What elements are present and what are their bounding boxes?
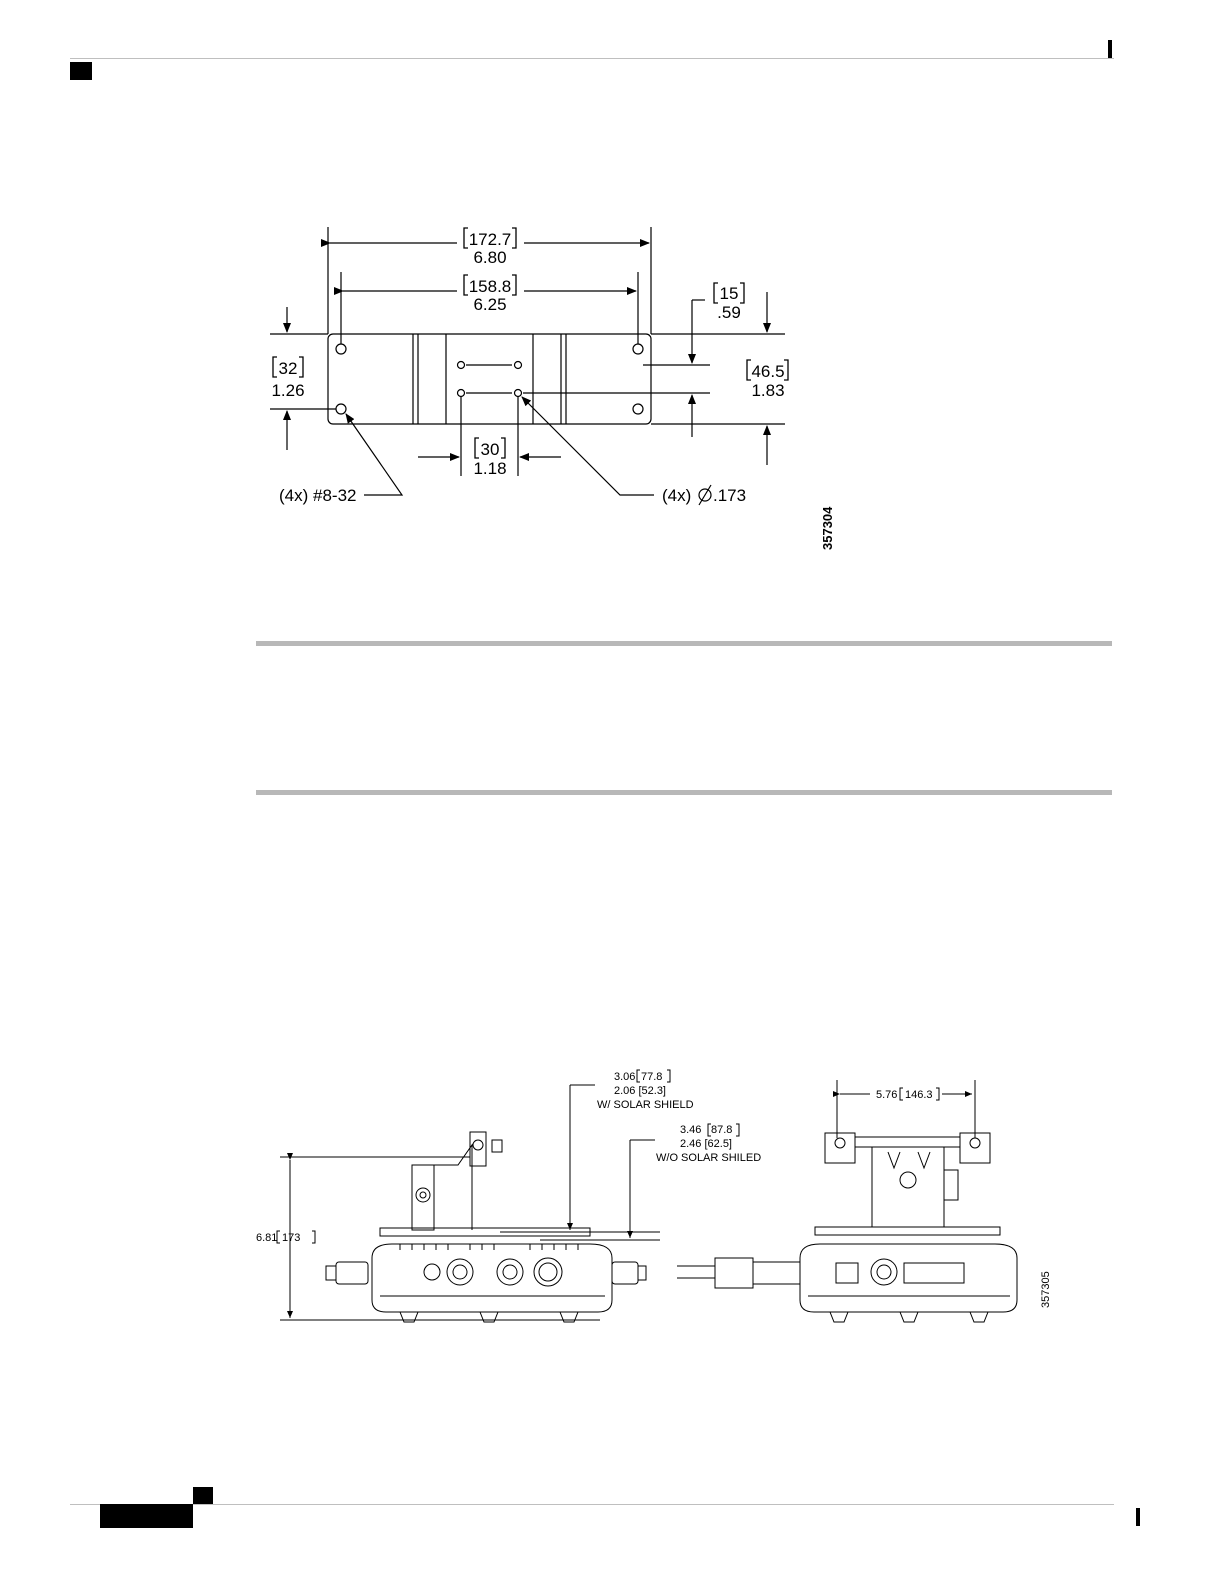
dim-hole-span-inch: 6.25 <box>473 295 507 314</box>
dim-overall-metric: 172.7 <box>468 230 512 249</box>
header-tick <box>1108 40 1112 58</box>
footer-rule <box>70 1504 1114 1505</box>
dim-top-offset-inch: .59 <box>717 303 741 322</box>
height-with-shield-line1-metric: 77.8 <box>641 1071 663 1083</box>
dim-overall-inch: 6.80 <box>473 248 507 267</box>
dim-center-spacing-inch: 1.18 <box>473 459 507 478</box>
callout-hole-value: .173 <box>713 486 747 505</box>
callout-threaded: (4x) #8-32 <box>279 486 357 505</box>
mounting-plate-drawing <box>250 215 850 560</box>
header-marker <box>70 62 92 80</box>
header-rule <box>70 58 1114 59</box>
section-separator-top <box>256 641 1112 646</box>
dim-right-height-metric: 46.5 <box>751 362 785 381</box>
height-without-shield-line2: 2.46 [62.5] <box>680 1138 732 1150</box>
dim-hole-span-metric: 158.8 <box>468 277 512 296</box>
access-point-dimension-drawing <box>255 1060 1065 1340</box>
dim-center-spacing-metric: 30 <box>480 440 500 459</box>
height-with-shield-label: W/ SOLAR SHIELD <box>597 1099 694 1111</box>
bracket-width: 5.76 <box>876 1089 898 1101</box>
height-without-shield-line1: 3.46 <box>680 1124 702 1136</box>
callout-hole-prefix: (4x) <box>662 486 692 505</box>
dim-left-height-inch: 1.26 <box>271 381 305 400</box>
figure-id-2: 357305 <box>1040 1271 1052 1308</box>
section-separator-bottom <box>256 790 1112 795</box>
height-without-shield-label: W/O SOLAR SHILED <box>656 1152 762 1164</box>
height-with-shield-line1: 3.06 <box>614 1071 636 1083</box>
footer-marker <box>193 1487 213 1504</box>
dim-right-height-inch: 1.83 <box>751 381 785 400</box>
dim-left-height-metric: 32 <box>278 359 298 378</box>
total-height-metric: 173 <box>282 1232 301 1244</box>
diameter-icon <box>699 485 711 505</box>
total-height: 6.81 <box>256 1232 278 1244</box>
height-with-shield-line2: 2.06 [52.3] <box>614 1085 666 1097</box>
footer-page-tab <box>100 1504 193 1528</box>
bracket-width-metric: 146.3 <box>905 1089 933 1101</box>
dim-top-offset-metric: 15 <box>719 284 739 303</box>
footer-tick <box>1136 1508 1140 1526</box>
figure-id-1: 357304 <box>820 506 835 550</box>
height-without-shield-line1-metric: 87.8 <box>711 1124 733 1136</box>
